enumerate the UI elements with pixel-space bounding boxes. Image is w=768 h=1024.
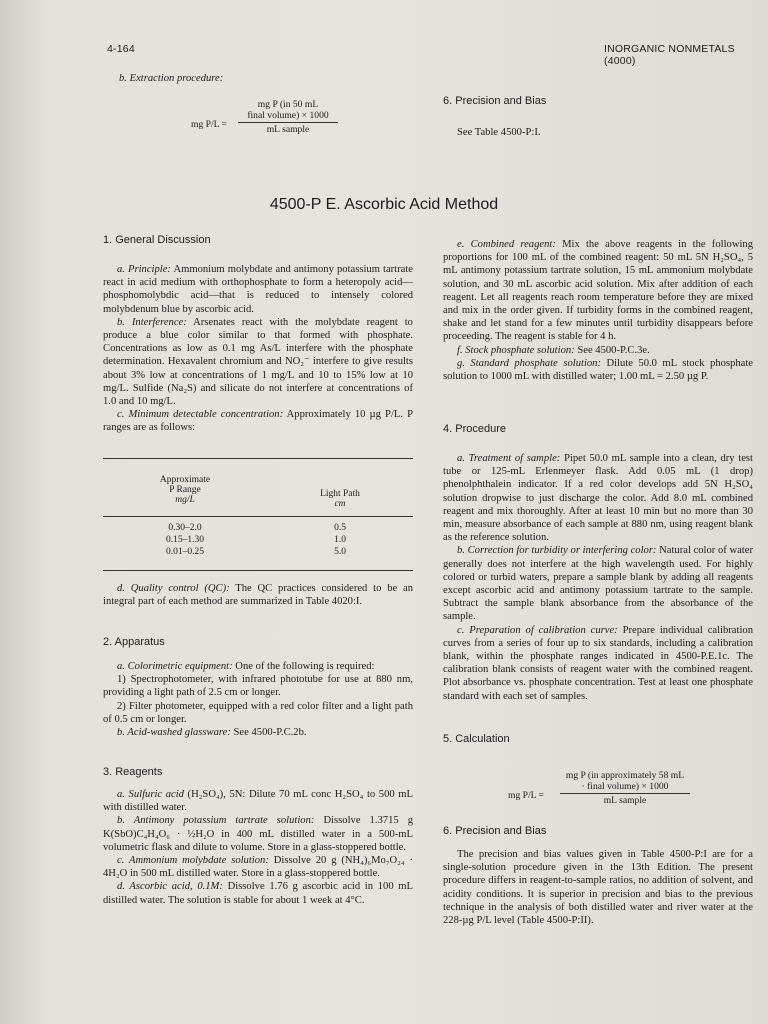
- antimony-text: Dissolve 1.3715 g K(SbO)C₄H₄O₆ · ½H₂O in 400 mL distilled water in a 500-mL volumetric flask and dilute to volume. Store in a glass-stoppered bottle.: [103, 815, 413, 853]
- ascorbic-label: d. Ascorbic acid, 0.1M:: [117, 881, 223, 893]
- table-header-range: [140, 475, 230, 505]
- standard-label: g. Standard phosphate solution:: [457, 357, 602, 369]
- molybdate-label: c. Ammonium molybdate solution:: [117, 855, 269, 867]
- spectrophotometer-text: 1) Spectrophotometer, with infrared phototube for use at 880 nm, providing a light path of 2.5 cm or longer.: [103, 674, 413, 699]
- precision-text: The precision and bias values given in Table 4500-P:I are for a single-solution procedure given in the 13th Edition. The present procedure differs in reagent-to-sample ratios, no addition of solvent, and acidity conditions. It is superior in precision and bias to the previous technique in the analysis of both distilled water and river water at the 228-µg P/L level (Table 4500-P:II).: [443, 849, 753, 927]
- section-6-heading: 6. Precision and Bias: [443, 825, 547, 837]
- treatment-text: Pipet 50.0 mL sample into a clean, dry test tube or 125-mL Erlenmeyer flask. Add 0.05 mL (1 drop) phenolphthalein indicator. If a red color develops add 5N H₂SO₄ solution dropwise to just discharge the color. Add 8.0 mL combined reagent and mix thoroughly. After at least 10 min but no more than 30 min, measure absorbance of each sample at 880 nm, using reagent blank as the reference solution.: [443, 453, 753, 544]
- combined-text: Mix the above reagents in the following proportions for 100 mL of the combined reagent: 50 mL 5N H₂SO₄, 5 mL antimony potassium tartrate solution, 15 mL ammonium molybdate solution, and 30 mL ascorbic acid solution. Mix after addition of each reagent. Let all reagents reach room temperature before they are mixed and mix in the order given. If turbidity forms in the combined reagent, shake and let stand for a few minutes until turbidity disappears before proceeding. The reagent is stable for 4 h.: [443, 239, 754, 343]
- table-top-rule: [103, 458, 413, 459]
- calibration-label: c. Preparation of calibration curve:: [457, 624, 618, 636]
- section-2-heading: 2. Apparatus: [103, 636, 165, 648]
- table-range-column: [140, 522, 230, 558]
- precision-block: [443, 848, 753, 927]
- stock-label: f. Stock phosphate solution:: [457, 344, 575, 356]
- molybdate-text: Dissolve 20 g (NH₄)₆Mo₇O₂₄ · 4H₂O in 500 mL distilled water. Store in a glass-stoppered bottle.: [103, 855, 413, 880]
- method-title: 4500-P E. Ascorbic Acid Method: [269, 196, 499, 213]
- section-6-heading-top: 6. Precision and Bias: [443, 95, 547, 107]
- calc-lhs: mg P/L =: [508, 790, 544, 801]
- section-5-heading: 5. Calculation: [443, 733, 510, 745]
- procedure-block: [443, 452, 753, 703]
- filter-photometer-text: 2) Filter photometer, equipped with a red color filter and a light path of 0.5 cm or longer.: [103, 700, 413, 725]
- reagents-block: [103, 788, 413, 907]
- standard-text: Dilute 50.0 mL stock phosphate solution to 1000 mL with distilled water; 1.00 mL = 2.50 µg P.: [443, 357, 753, 383]
- colorimetric-label: a. Colorimetric equipment:: [117, 661, 233, 672]
- table-row-path: 0.5: [334, 523, 346, 533]
- calibration-text: Prepare individual calibration curves from a series of four up to six standards, including a calibration blank, within the phosphate ranges indicated in 4500-P.E.1c. The calibration blank consists of reagent water with the combined reagent. Plot absorbance vs. phosphate concentration. Test at least one phosphate standard with each set of samples.: [443, 624, 753, 702]
- qc-text: The QC practices considered to be an integral part of each method are summarized in Table 4020:I.: [103, 583, 413, 608]
- extraction-heading: b. Extraction procedure:: [119, 73, 224, 84]
- page-number: 4-164: [107, 43, 135, 55]
- calc-bar: [560, 793, 690, 794]
- apparatus-block: [103, 660, 413, 739]
- header-light-path: Light Path: [320, 489, 360, 499]
- qc-label: d. Quality control (QC):: [117, 583, 230, 594]
- sulfuric-text: (H₂SO₄), 5N: Dilute 70 mL conc H₂SO₄ to 500 mL with distilled water.: [103, 789, 414, 814]
- combined-label: e. Combined reagent:: [457, 239, 556, 250]
- calc-denominator: mL sample: [603, 795, 647, 806]
- running-header: INORGANIC NONMETALS (4000): [604, 43, 735, 67]
- table-row-path: 1.0: [334, 535, 346, 545]
- glassware-label: b. Acid-washed glassware:: [117, 727, 231, 739]
- table-header-rule: [103, 516, 413, 517]
- general-discussion-block: [103, 263, 413, 435]
- header-range-unit: mg/L: [175, 495, 195, 505]
- antimony-label: b. Antimony potassium tartrate solution:: [117, 815, 315, 827]
- correction-label: b. Correction for turbidity or interfering color:: [457, 545, 657, 557]
- calc-numerator-1: mg P (in approximately 58 mL: [565, 770, 685, 781]
- header-approximate: Approximate: [159, 475, 211, 485]
- interference-label: b. Interference:: [117, 316, 187, 328]
- principle-text: Ammonium molybdate and antimony potassium tartrate react in acid medium with orthophosphate to form a heteropoly acid—phosphomolybdic acid—that is reduced to intensely colored molybdenum blue by ascorbic acid.: [103, 264, 413, 315]
- calculation-formula: [560, 770, 690, 806]
- table-row-range: 0.01–0.25: [166, 547, 204, 557]
- table-row-path: 5.0: [334, 547, 346, 557]
- formula-numerator-2: final volume) × 1000: [247, 110, 329, 121]
- table-path-column: [300, 522, 380, 558]
- see-table-text: See Table 4500-P:I.: [457, 127, 541, 138]
- treatment-label: a. Treatment of sample:: [457, 453, 561, 464]
- section-4-heading: 4. Procedure: [443, 423, 506, 435]
- glassware-text: See 4500-P.C.2b.: [230, 727, 307, 739]
- header-p-range: P Range: [169, 485, 201, 495]
- table-row-range: 0.15–1.30: [166, 535, 204, 545]
- stock-text: See 4500-P.C.3e.: [574, 344, 650, 356]
- section-1-heading: 1. General Discussion: [103, 234, 211, 246]
- formula-denominator: mL sample: [266, 124, 310, 135]
- formula-lhs: mg P/L =: [191, 119, 227, 130]
- mdc-text: Approximately 10 µg P/L. P ranges are as follows:: [103, 409, 413, 434]
- formula-bar: [238, 122, 338, 123]
- calc-numerator-2: · final volume) × 1000: [581, 781, 669, 792]
- reagents-continued-block: [443, 238, 753, 383]
- principle-label: a. Principle:: [117, 264, 171, 275]
- interference-text: Arsenates react with the molybdate reagent to produce a blue color similar to that formed with phosphate. Concentrations as low as 0.1 mg As/L interfere with the phosphate determination. Hexavalent chromium and NO₂⁻ interfere to give results about 3% low at concentrations of 1 mg/L and 10 to 15% low at 10 mg/L. Sulfide (Na₂S) and silicate do not interfere at concentrations of 1.0 and 10 mg/L.: [103, 316, 413, 408]
- section-3-heading: 3. Reagents: [103, 766, 163, 778]
- colorimetric-text: One of the following is required:: [232, 661, 375, 672]
- ascorbic-text: Dissolve 1.76 g ascorbic acid in 100 mL distilled water. The solution is stable for about 1 week at 4°C.: [103, 881, 413, 906]
- table-bottom-rule: [103, 570, 413, 571]
- table-row-range: 0.30–2.0: [168, 523, 202, 533]
- qc-block: [103, 582, 413, 608]
- correction-text: Natural color of water generally does not interfere at the high wavelength used. For highly colored or turbid waters, prepare a sample blank by adding all reagents except ascorbic acid and antimony potassium tartrate to the sample. Subtract the sample blank absorbance from the absorbance of the sample.: [443, 545, 753, 623]
- sulfuric-label: a. Sulfuric acid: [117, 789, 184, 800]
- table-header-path: [300, 489, 380, 509]
- header-path-unit: cm: [334, 499, 346, 509]
- mdc-label: c. Minimum detectable concentration:: [117, 409, 284, 421]
- formula-numerator-1: mg P (in 50 mL: [257, 99, 319, 110]
- extraction-formula: [238, 99, 338, 135]
